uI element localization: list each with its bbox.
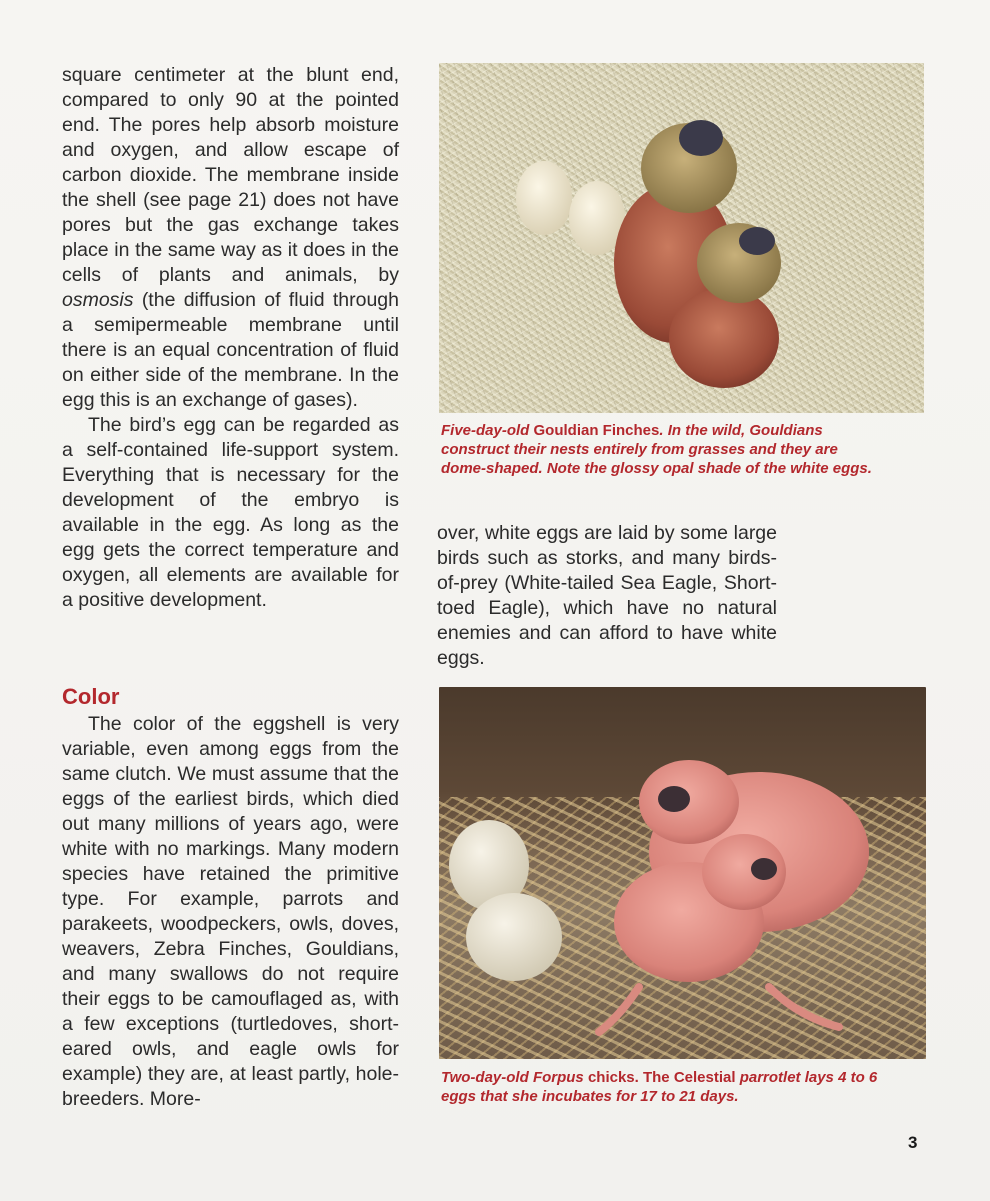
chick-eye-patch [679, 120, 723, 156]
paragraph-white-eggs-large-birds: over, white eggs are laid by some large birds such as storks, and many birds-of-prey (White-tailed Sea Eagle, Short-toed Eagle), which have no natural enemies and can afford to have white eggs. [437, 522, 777, 669]
page-number: 3 [908, 1133, 918, 1152]
paragraph-pores-osmosis [62, 63, 399, 413]
caption-text: chicks. The [583, 1069, 674, 1086]
gouldian-chicks-illustration [439, 63, 924, 413]
paragraph-text: square centimeter at the blunt end, compared to only 90 at the pointed end. The pores help absorb moisture and oxygen, and allow escape of carbon dioxide. The membrane inside the shell (see page 21) does not have pores but the gas exchange takes place in the same way as it does in the cells of plants and animals, by [62, 64, 399, 286]
caption-text: . In the wild, Gouldians construct their nests entirely from grasses and they are dome-shaped. Note the glossy opal shade of the white eggs. [441, 422, 872, 477]
left-column-text-bottom [62, 712, 399, 1112]
photo-forpus-chicks [439, 687, 926, 1059]
left-column-text-top [62, 63, 399, 613]
caption-genus-name: Forpus [532, 1069, 584, 1086]
caption-text: Two-day-old [441, 1069, 533, 1086]
photo-gouldian-finch-chicks [439, 63, 924, 413]
caption-species-name: Celestial [673, 1069, 736, 1086]
forpus-chicks-illustration [439, 687, 926, 1059]
paragraph-life-support: The bird’s egg can be regarded as a self-contained life-support system. Everything that is necessary for the development of the embryo is available in the egg. As long as the egg gets the correct temperature and oxygen, all elements are available for a positive development. [62, 414, 399, 611]
photo-caption-gouldian [441, 421, 881, 478]
chick-eye [751, 858, 777, 880]
right-column-text [437, 521, 777, 671]
photo-caption-forpus [441, 1068, 901, 1106]
chick-leg [769, 987, 839, 1027]
white-egg [516, 161, 572, 235]
chick-body [669, 288, 779, 388]
italic-term-osmosis: osmosis [62, 289, 134, 311]
white-egg [466, 893, 562, 981]
section-heading-color: Color [62, 684, 120, 709]
chick-eye [658, 786, 690, 812]
caption-text: parrotlet lays 4 to 6 eggs that she incubates for 17 to 21 days. [441, 1069, 878, 1105]
chick-leg [599, 987, 639, 1032]
paragraph-eggshell-color: The color of the eggshell is very variable, even among eggs from the same clutch. We must assume that the eggs of the earliest birds, which died out many millions of years ago, were white with no markings. Many modern species have retained the primitive type. For example, parrots and parakeets, woodpeckers, owls, doves, weavers, Zebra Finches, Gouldians, and many swallows do not require their eggs to be camouflaged as, with a few exceptions (turtledoves, short-eared owls, and eagle owls for example) they are, at least partly, hole-breeders. More- [62, 713, 399, 1110]
paragraph-text: (the diffusion of fluid through a semipermeable membrane until there is an equal concentration of fluid on either side of the membrane. In the egg this is an exchange of gases). [62, 289, 399, 411]
caption-species-name: Gouldian Finches [533, 422, 660, 439]
caption-text: Five-day-old [441, 422, 534, 439]
chick-eye-patch [739, 227, 775, 255]
